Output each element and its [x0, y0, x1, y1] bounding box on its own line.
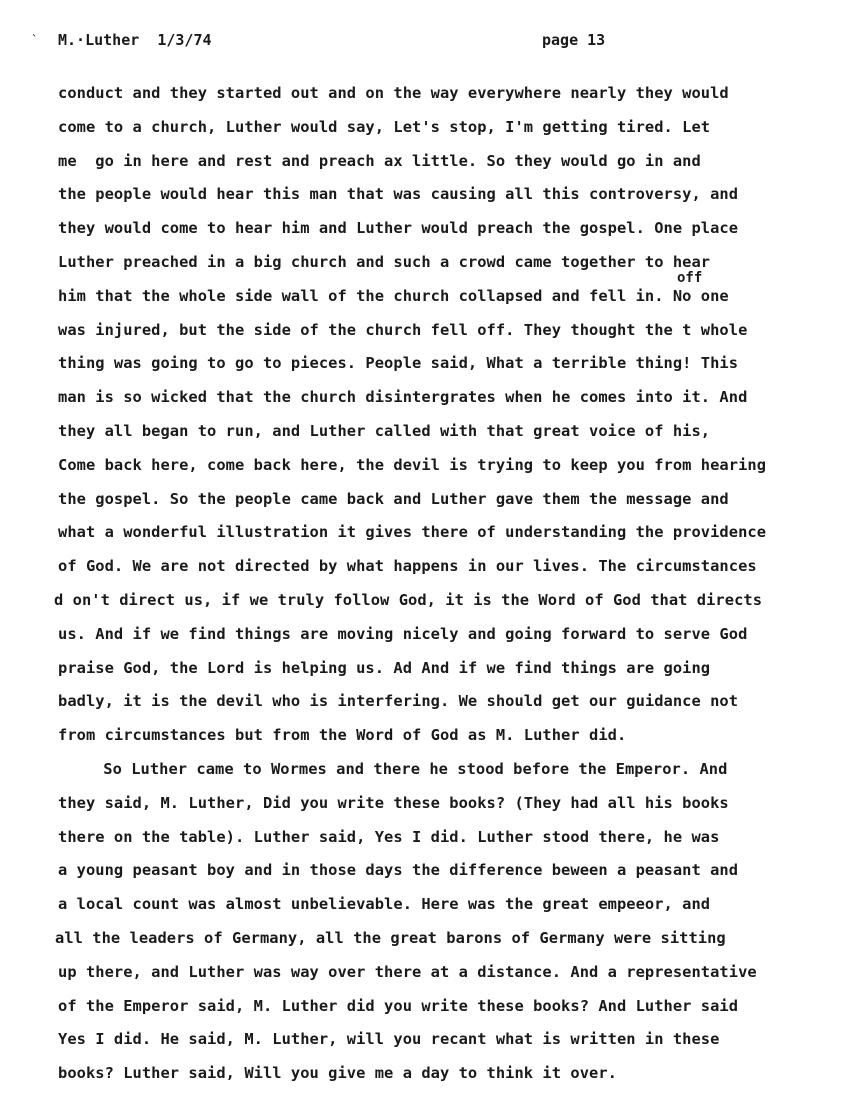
text-line: come to a church, Luther would say, Let's stop, I'm getting tired. Let — [58, 117, 711, 136]
interlinear-insertion: off — [677, 270, 703, 286]
text-line: of the Emperor said, M. Luther did you write these books? And Luther said — [58, 996, 739, 1015]
page-number: page 13 — [542, 31, 606, 49]
text-line: badly, it is the devil who is interfering. We should get our guidance not — [58, 692, 739, 711]
text-line: there on the table). Luther said, Yes I did. Luther stood there, he was — [58, 827, 720, 846]
text-line: Yes I did. He said, M. Luther, will you recant what is written in these — [58, 1030, 720, 1049]
text-line: up there, and Luther was way over there at a distance. And a representative — [58, 962, 757, 981]
text-line: him that the whole side wall of the church collapsed and fell in. No one — [58, 286, 729, 305]
text-line: they said, M. Luther, Did you write these books? (They had all his books — [58, 793, 729, 812]
text-line: from circumstances but from the Word of God as M. Luther did. — [58, 726, 627, 745]
text-line: man is so wicked that the church disintergrates when he comes into it. And — [58, 388, 748, 407]
text-line: thing was going to go to pieces. People said, What a terrible thing! This — [58, 354, 739, 373]
text-line: praise God, the Lord is helping us. Ad And if we find things are going — [58, 658, 711, 677]
text-line: the people would hear this man that was causing all this controversy, and — [58, 185, 739, 204]
text-line: Come back here, come back here, the devil is trying to keep you from hearing — [58, 455, 767, 474]
page-header-author-date: M.·Luther 1/3/74 — [58, 31, 212, 49]
margin-mark: ` — [31, 33, 39, 47]
text-line: conduct and they started out and on the way everywhere nearly they would — [58, 84, 729, 102]
text-line: was injured, but the side of the church fell off. They thought the t whole — [58, 320, 748, 339]
text-line: a local count was almost unbelievable. Here was the great empeeor, and — [58, 895, 711, 914]
text-line: So Luther came to Wormes and there he stood before the Emperor. And — [66, 759, 728, 778]
text-line: d on't direct us, if we truly follow God, it is the Word of God that directs — [54, 590, 763, 609]
text-line: what a wonderful illustration it gives there of understanding the providence — [58, 523, 767, 542]
text-line: me go in here and rest and preach ax little. So they would go in and — [58, 151, 701, 170]
text-line: all the leaders of Germany, all the great barons of Germany were sitting — [55, 928, 726, 947]
text-line: the gospel. So the people came back and Luther gave them the message and — [58, 489, 729, 508]
text-line: a young peasant boy and in those days the difference beween a peasant and — [58, 861, 739, 880]
text-line: books? Luther said, Will you give me a day to think it over. — [58, 1064, 617, 1083]
text-line: they all began to run, and Luther called with that great voice of his, — [58, 421, 711, 440]
text-line: Luther preached in a big church and such a crowd came together to hear — [58, 252, 711, 271]
text-line: they would come to hear him and Luther would preach the gospel. One place — [58, 219, 739, 238]
text-line: of God. We are not directed by what happens in our lives. The circumstances — [58, 557, 757, 576]
text-line: us. And if we find things are moving nicely and going forward to serve God — [58, 624, 748, 643]
body-text — [0, 81, 853, 1095]
